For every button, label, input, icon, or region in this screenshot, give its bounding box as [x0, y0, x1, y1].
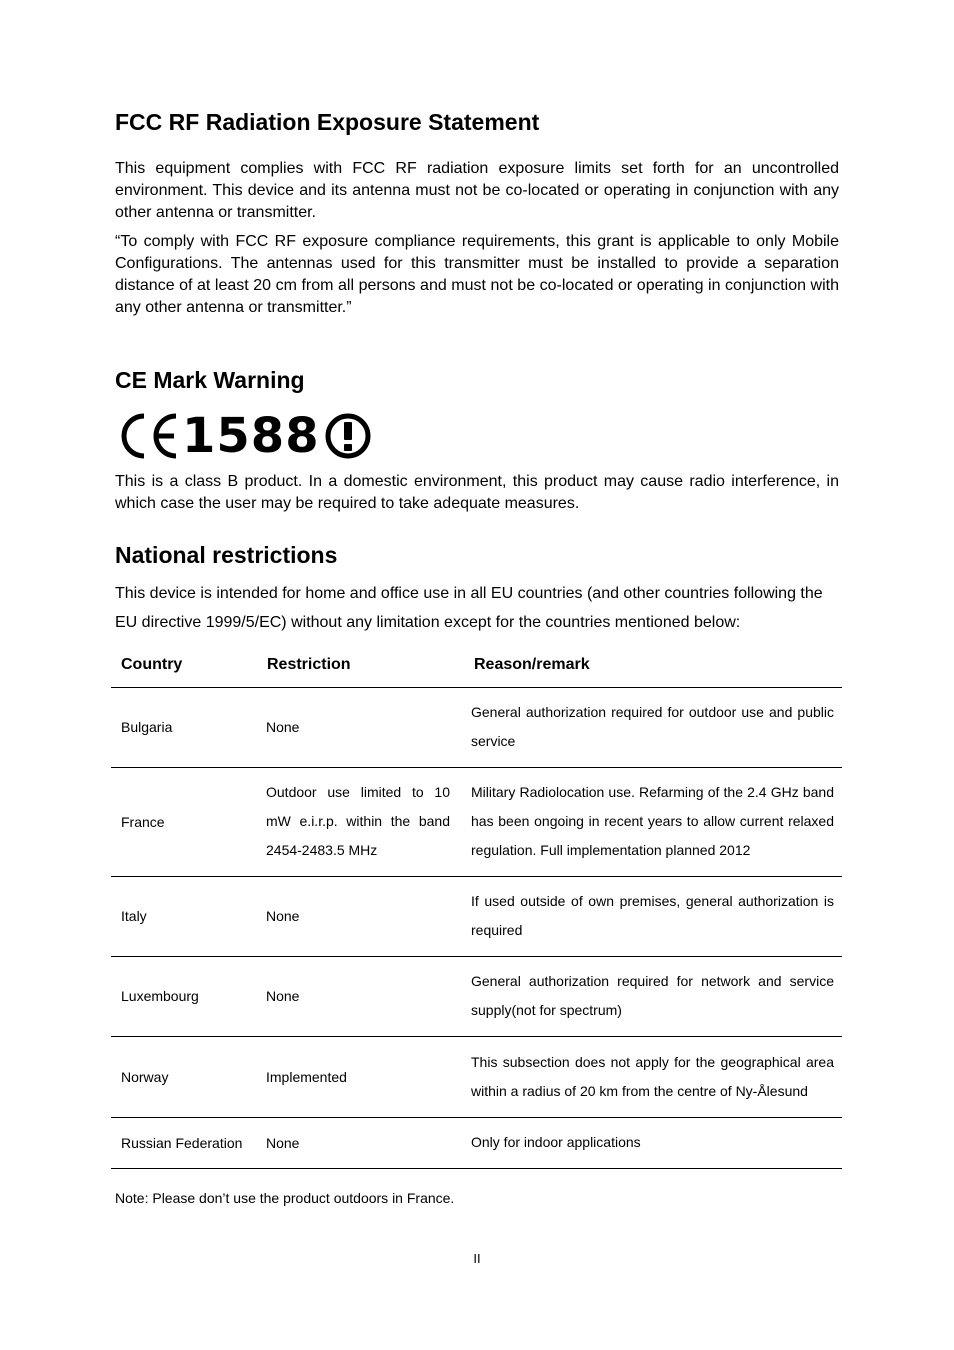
national-intro: This device is intended for home and office use in all EU countries (and other countries following the EU directive 1999/5/EC) without any limitation except for the countries mentioned below:	[115, 585, 823, 631]
cell-restriction: None	[258, 876, 462, 956]
cell-reason: Military Radiolocation use. Refarming of the 2.4 GHz band has been ongoing in recent years to allow current relaxed regulation. Full implementation planned 2012	[471, 784, 834, 858]
table-row	[111, 956, 842, 1036]
ce-mark-logo	[114, 410, 374, 462]
fcc-heading: FCC RF Radiation Exposure Statement	[115, 109, 540, 135]
table-row	[111, 687, 842, 767]
column-header-country: Country	[111, 644, 258, 687]
fcc-paragraph-1: This equipment complies with FCC RF radiation exposure limits set forth for an uncontrolled environment. This device and its antenna must not be co-located or operating in conjunction with any other antenna or transmitter.	[115, 160, 839, 221]
ce-heading: CE Mark Warning	[115, 367, 305, 393]
ce-paragraph: This is a class B product. In a domestic environment, this product may cause radio interference, in which case the user may be required to take adequate measures.	[115, 473, 839, 512]
ce-notified-body-number: 1588	[182, 408, 320, 464]
cell-restriction: Implemented	[258, 1036, 462, 1117]
column-header-reason: Reason/remark	[462, 644, 842, 687]
table-header-row	[111, 644, 842, 687]
cell-country: France	[111, 767, 258, 876]
cell-reason: General authorization required for outdoor use and public service	[471, 704, 834, 749]
cell-reason: If used outside of own premises, general authorization is required	[471, 893, 834, 938]
page-number: II	[473, 1251, 481, 1266]
table-row	[111, 767, 842, 876]
cell-reason: General authorization required for network and service supply(not for spectrum)	[471, 973, 834, 1018]
cell-country: Norway	[111, 1036, 258, 1117]
cell-restriction: None	[258, 956, 462, 1036]
alert-mark-icon	[324, 410, 374, 462]
cell-country: Russian Federation	[111, 1117, 258, 1168]
cell-country: Bulgaria	[111, 687, 258, 767]
table-row	[111, 1117, 842, 1168]
cell-restriction: None	[258, 687, 462, 767]
column-header-restriction: Restriction	[258, 644, 462, 687]
restrictions-table	[111, 644, 842, 1169]
france-note: Note: Please don’t use the product outdoors in France.	[115, 1190, 455, 1206]
table-row	[111, 876, 842, 956]
national-heading: National restrictions	[115, 542, 338, 568]
ce-mark-icon	[114, 410, 180, 462]
cell-restriction: None	[258, 1117, 462, 1168]
cell-country: Luxembourg	[111, 956, 258, 1036]
table-row	[111, 1036, 842, 1117]
cell-reason: This subsection does not apply for the geographical area within a radius of 20 km from the centre of Ny-Ålesund	[471, 1053, 834, 1099]
cell-restriction: Outdoor use limited to 10 mW e.i.r.p. within the band 2454-2483.5 MHz	[266, 784, 450, 858]
cell-country: Italy	[111, 876, 258, 956]
fcc-paragraph-2: “To comply with FCC RF exposure compliance requirements, this grant is applicable to only Mobile Configurations. The antennas used for this transmitter must be installed to provide a separation distance of at least 20 cm from all persons and must not be co-located or operating in conjunction with any other antenna or transmitter.”	[115, 233, 839, 316]
cell-reason: Only for indoor applications	[471, 1134, 641, 1150]
